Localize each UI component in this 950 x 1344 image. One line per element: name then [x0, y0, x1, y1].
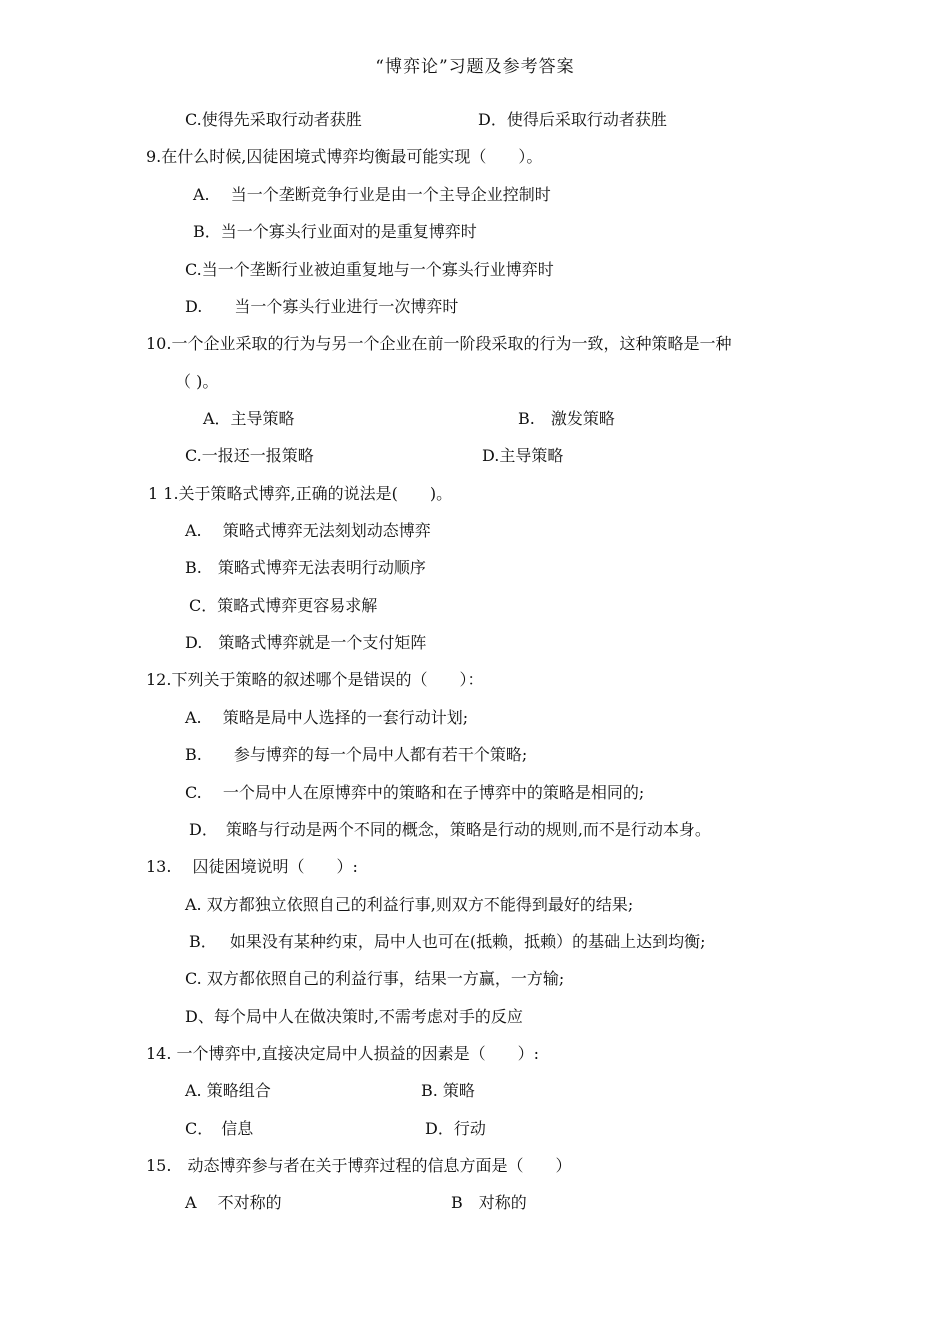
q13-option-c: C. 双方都依照自己的利益行事，结果一方赢，一方输;: [185, 969, 565, 988]
q11-option-a: A. 策略式博弈无法刻划动态博弈: [185, 521, 431, 540]
q11-option-c: C．策略式博弈更容易求解: [189, 596, 378, 615]
q12-option-c: C. 一个局中人在原博弈中的策略和在子博弈中的策略是相同的;: [185, 783, 645, 802]
q12-option-b: B. 参与博弈的每一个局中人都有若干个策略;: [185, 745, 528, 764]
q9-option-d: D. 当一个寡头行业进行一次博弈时: [185, 297, 459, 316]
q15-question: 15. 动态博弈参与者在关于博弈过程的信息方面是（ ）: [146, 1156, 572, 1175]
q11-option-b: B. 策略式博弈无法表明行动顺序: [185, 558, 426, 577]
q14-option-d: D．行动: [425, 1119, 486, 1138]
q11-option-d: D. 策略式博弈就是一个支付矩阵: [185, 633, 427, 652]
q10-option-d: D.主导策略: [482, 446, 564, 465]
q12-question: 12.下列关于策略的叙述哪个是错误的（ ）：: [146, 670, 484, 689]
q14-option-c: C． 信息: [185, 1119, 254, 1138]
q10-option-a: A．主导策略: [203, 409, 295, 428]
q10-option-b: B. 激发策略: [518, 409, 615, 428]
q14-question: 14. 一个博弈中,直接决定局中人损益的因素是（ ）:: [146, 1044, 540, 1063]
q14-option-a: A. 策略组合: [185, 1081, 271, 1100]
q13-option-d: D、每个局中人在做决策时,不需考虑对手的反应: [185, 1007, 523, 1026]
q12-option-a: A. 策略是局中人选择的一套行动计划;: [185, 708, 469, 727]
q9-question: 9.在什么时候,囚徒困境式博弈均衡最可能实现（ ）。: [146, 147, 543, 166]
q8-option-d: D．使得后采取行动者获胜: [478, 110, 667, 129]
page-header-title: “博弈论”习题及参考答案: [375, 57, 575, 77]
q13-question: 13. 囚徒困境说明（ ）:: [146, 857, 358, 876]
q12-option-d: D． 策略与行动是两个不同的概念，策略是行动的规则,而不是行动本身。: [189, 820, 711, 839]
q15-option-a: A 不对称的: [185, 1193, 282, 1212]
q9-option-c: C.当一个垄断行业被迫重复地与一个寡头行业博弈时: [185, 260, 554, 279]
q9-option-a: A. 当一个垄断竞争行业是由一个主导企业控制时: [193, 185, 551, 204]
q10-option-c: C.一报还一报策略: [185, 446, 314, 465]
q10-question-cont: （ )。: [175, 372, 219, 391]
q8-option-c: C.使得先采取行动者获胜: [185, 110, 362, 129]
q9-option-b: B．当一个寡头行业面对的是重复博弈时: [193, 222, 477, 241]
q15-option-b: B 对称的: [451, 1193, 527, 1212]
q11-question: 1 1.关于策略式博弈,正确的说法是( )。: [148, 484, 453, 503]
q13-option-a: A. 双方都独立依照自己的利益行事,则双方不能得到最好的结果;: [185, 895, 634, 914]
q14-option-b: B. 策略: [421, 1081, 475, 1100]
q13-option-b: B． 如果没有某种约束，局中人也可在(抵赖，抵赖）的基础上达到均衡;: [189, 932, 706, 951]
q10-question: 10.一个企业采取的行为与另一个企业在前一阶段采取的行为一致，这种策略是一种: [146, 334, 732, 353]
